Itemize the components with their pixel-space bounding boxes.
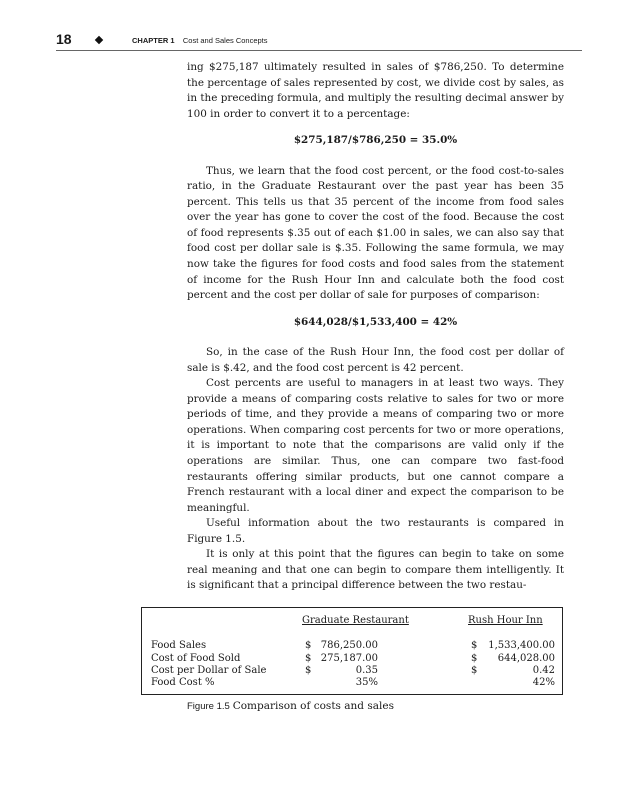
paragraph: It is only at this point that the figures can begin to take on some real meaning and that one can begin to compare them intelligently. It is significant that a principal difference between the two restau- (187, 548, 564, 592)
currency-symbol: $ (305, 640, 312, 651)
col-header-rush-hour: Rush Hour Inn (468, 615, 543, 626)
formula: $644,028/$1,533,400 = 42% (293, 315, 458, 328)
body-text (187, 60, 564, 594)
diamond-bullet-icon (95, 36, 103, 44)
value-cell: 0.42 (532, 665, 555, 676)
chapter-label: CHAPTER 1 (132, 36, 175, 45)
header-rule (56, 50, 582, 51)
row-label: Food Sales (151, 640, 207, 651)
value-cell: 35% (355, 677, 378, 688)
currency-symbol: $ (305, 665, 312, 676)
paragraph: ing $275,187 ultimately resulted in sales of $786,250. To determine the percentage of sales represented by cost, we divide cost by sales, as in the preceding formula, and multiply the resulting decimal answer by 100 in order to convert it to a percentage: (187, 61, 564, 120)
paragraph: So, in the case of the Rush Hour Inn, the food cost per dollar of sale is $.42, and the food cost percent is 42 percent. (187, 346, 564, 374)
caption-text: Comparison of costs and sales (232, 700, 394, 712)
figure-label: Figure 1.5 (187, 701, 230, 712)
row-label: Cost per Dollar of Sale (151, 665, 267, 676)
paragraph: Thus, we learn that the food cost percent, or the food cost-to-sales ratio, in the Graduate Restaurant over the past year has been 35 percent. This tells us that 35 percent of the income from food sales over the year has gone to cover the cost of the food. Because the cost of food represents $.35 out of each $1.00 in sales, we can also say that food cost per dollar sale is $.35. Following the same formula, we may now take the figures for food costs and food sales from the statement of income for the Rush Hour Inn and calculate both the food cost percent and the cost per dollar of sale for purposes of comparison: (187, 164, 564, 302)
value-cell: 42% (532, 677, 555, 688)
row-label: Food Cost % (151, 677, 215, 688)
figure-caption (187, 700, 394, 712)
col-header-graduate: Graduate Restaurant (302, 615, 409, 626)
currency-symbol: $ (305, 653, 312, 664)
paragraph: Useful information about the two restaurants is compared in Figure 1.5. (187, 517, 564, 545)
running-head (132, 36, 268, 45)
formula: $275,187/$786,250 = 35.0% (293, 134, 458, 147)
page-header (0, 0, 638, 52)
value-cell: 786,250.00 (320, 640, 378, 651)
page-number: 18 (56, 31, 72, 47)
currency-symbol: $ (471, 665, 478, 676)
currency-symbol: $ (471, 653, 478, 664)
value-cell: 0.35 (355, 665, 378, 676)
value-cell: 275,187.00 (320, 653, 378, 664)
value-cell: 1,533,400.00 (488, 640, 555, 651)
currency-symbol: $ (471, 640, 478, 651)
paragraph: Cost percents are useful to managers in at least two ways. They provide a means of comparing costs relative to sales for two or more periods of time, and they provide a means of comparing two or more operations. When comparing cost percents for two or more operations, it is important to note that the comparisons are valid only if the operations are similar. Thus, one can compare two fast-food restaurants offering similar products, but one cannot compare a French restaurant with a local diner and expect the comparison to be meaningful. (187, 377, 564, 514)
value-cell: 644,028.00 (497, 653, 555, 664)
figure-table (141, 607, 563, 695)
chapter-title: Cost and Sales Concepts (182, 36, 268, 45)
row-label: Cost of Food Sold (151, 653, 241, 664)
